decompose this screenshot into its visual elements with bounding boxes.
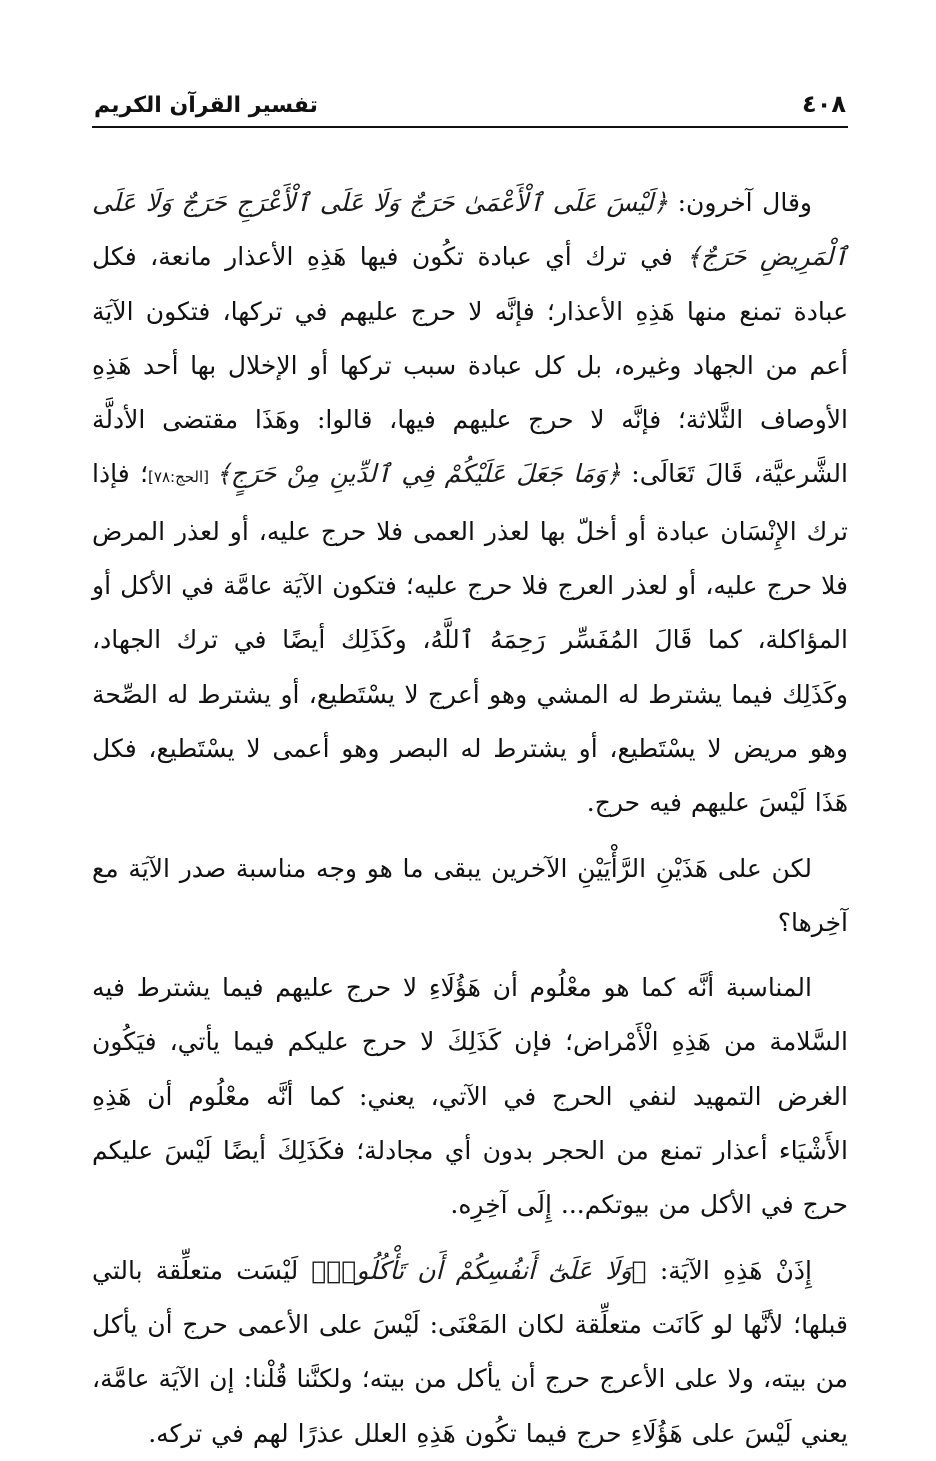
quran-verse: ﴿وَمَا جَعَلَ عَلَيْكُمْ فِي ٱلدِّينِ مِنْ حَرَجٍ﴾	[216, 459, 621, 489]
paragraph	[92, 961, 848, 1232]
text-span: إِذَنْ هَذِهِ الآيَة:	[646, 1255, 813, 1285]
page-number: ٤٠٨	[802, 90, 846, 118]
running-header	[92, 82, 848, 118]
header-rule	[92, 126, 848, 128]
text-span: في ترك أي عبادة تكُون فيها هَذِهِ الأعذار مانعة، فكل عبادة تمنع منها هَذِهِ الأعذار؛ فإنَّه لا حرج عليهم في تركها، فتكون الآيَة أعم من الجهاد وغيره، بل كل عبادة سبب تركها أو الإخلال بها أحد هَذِهِ الأوصاف الثَّلاثة؛ فإنَّه لا حرج عليهم فيها، قالوا: وهَذَا مقتضى الأدلَّة الشَّرعيَّة، قَالَ تَعَالَى:	[92, 242, 848, 489]
quran-verse: ﴿وَلَا عَلَىٰٓ أَنفُسِكُمْ أَن تَأْكُلُوا۟﴾	[311, 1255, 647, 1285]
text-span: وقال آخرون:	[668, 188, 812, 217]
paragraph	[92, 176, 848, 831]
page-content	[92, 82, 848, 1448]
paragraph	[92, 1244, 848, 1461]
text-span: لكن على هَذَيْنِ الرَّأْيَيْنِ الآخرين يبقى ما هو وجه مناسبة صدر الآيَة مع آخِرها؟	[92, 853, 848, 937]
surah-citation: [الحج:٧٨]	[148, 468, 217, 487]
body-text	[92, 176, 848, 1461]
paragraph	[92, 842, 848, 951]
book-title: تفسير القرآن الكريم	[94, 93, 318, 118]
text-span: المناسبة أنَّه كما هو معْلُوم أن هَؤُلَاءِ لا حرج عليهم فيما يشترط فيه السَّلامة من هَذِهِ الْأَمْراض؛ فإن كَذَلِكَ لا حرج عليكم فيما يأتي، فيَكُون الغرض التمهيد لنفي الحرج في الآتي، يعني: كما أنَّه معْلُوم أن هَذِهِ الأَشْيَاء أعذار تمنع من الحجر بدون أي مجادلة؛ فكَذَلِكَ أيضًا لَيْسَ عليكم حرج في الأكل من بيوتكم... إِلَى آخِرِه.	[92, 973, 848, 1220]
quran-verse: ﴿لَيْسَ عَلَى ٱلْأَعْمَىٰ حَرَجٌ وَلَا عَلَى ٱلْأَعْرَجِ حَرَجٌ وَلَا عَلَى ٱلْمَرِيضِ حَرَجٌ﴾	[92, 188, 848, 272]
text-span: لَيْسَت متعلِّقة بالتي قبلها؛ لأنَّها لو كَانَت متعلِّقة لكان المَعْنَى: لَيْسَ على الأعمى حرج أن يأكل من بيته، ولا على الأعرج حرج أن يأكل من بيته؛ ولكنَّنا قُلْنا: إن الآيَة عامَّة، يعني لَيْسَ على هَؤُلَاءِ حرج فيما تكُون هَذِهِ العلل عذرًا لهم في تركه.	[92, 1255, 848, 1448]
text-span: ؛ فإذا ترك الإِنْسَان عبادة أو أخلّ بها لعذر العمى فلا حرج عليه، أو لعذر المرض فلا حرج عليه، أو لعذر العرج فلا حرج عليه؛ فتكون الآيَة عامَّة في الأكل أو المؤاكلة، كما قَالَ المُفَسِّر رَحِمَهُ ٱللَّهُ، وكَذَلِك أيضًا في ترك الجهاد، وكَذَلِك فيما يشترط له المشي وهو أعرج لا يسْتَطيع، أو يشترط له الصِّحة وهو مريض لا يسْتَطيع، أو يشترط له البصر وهو أعمى لا يسْتَطيع، فكل هَذَا لَيْسَ عليهم فيه حرج.	[92, 459, 848, 818]
